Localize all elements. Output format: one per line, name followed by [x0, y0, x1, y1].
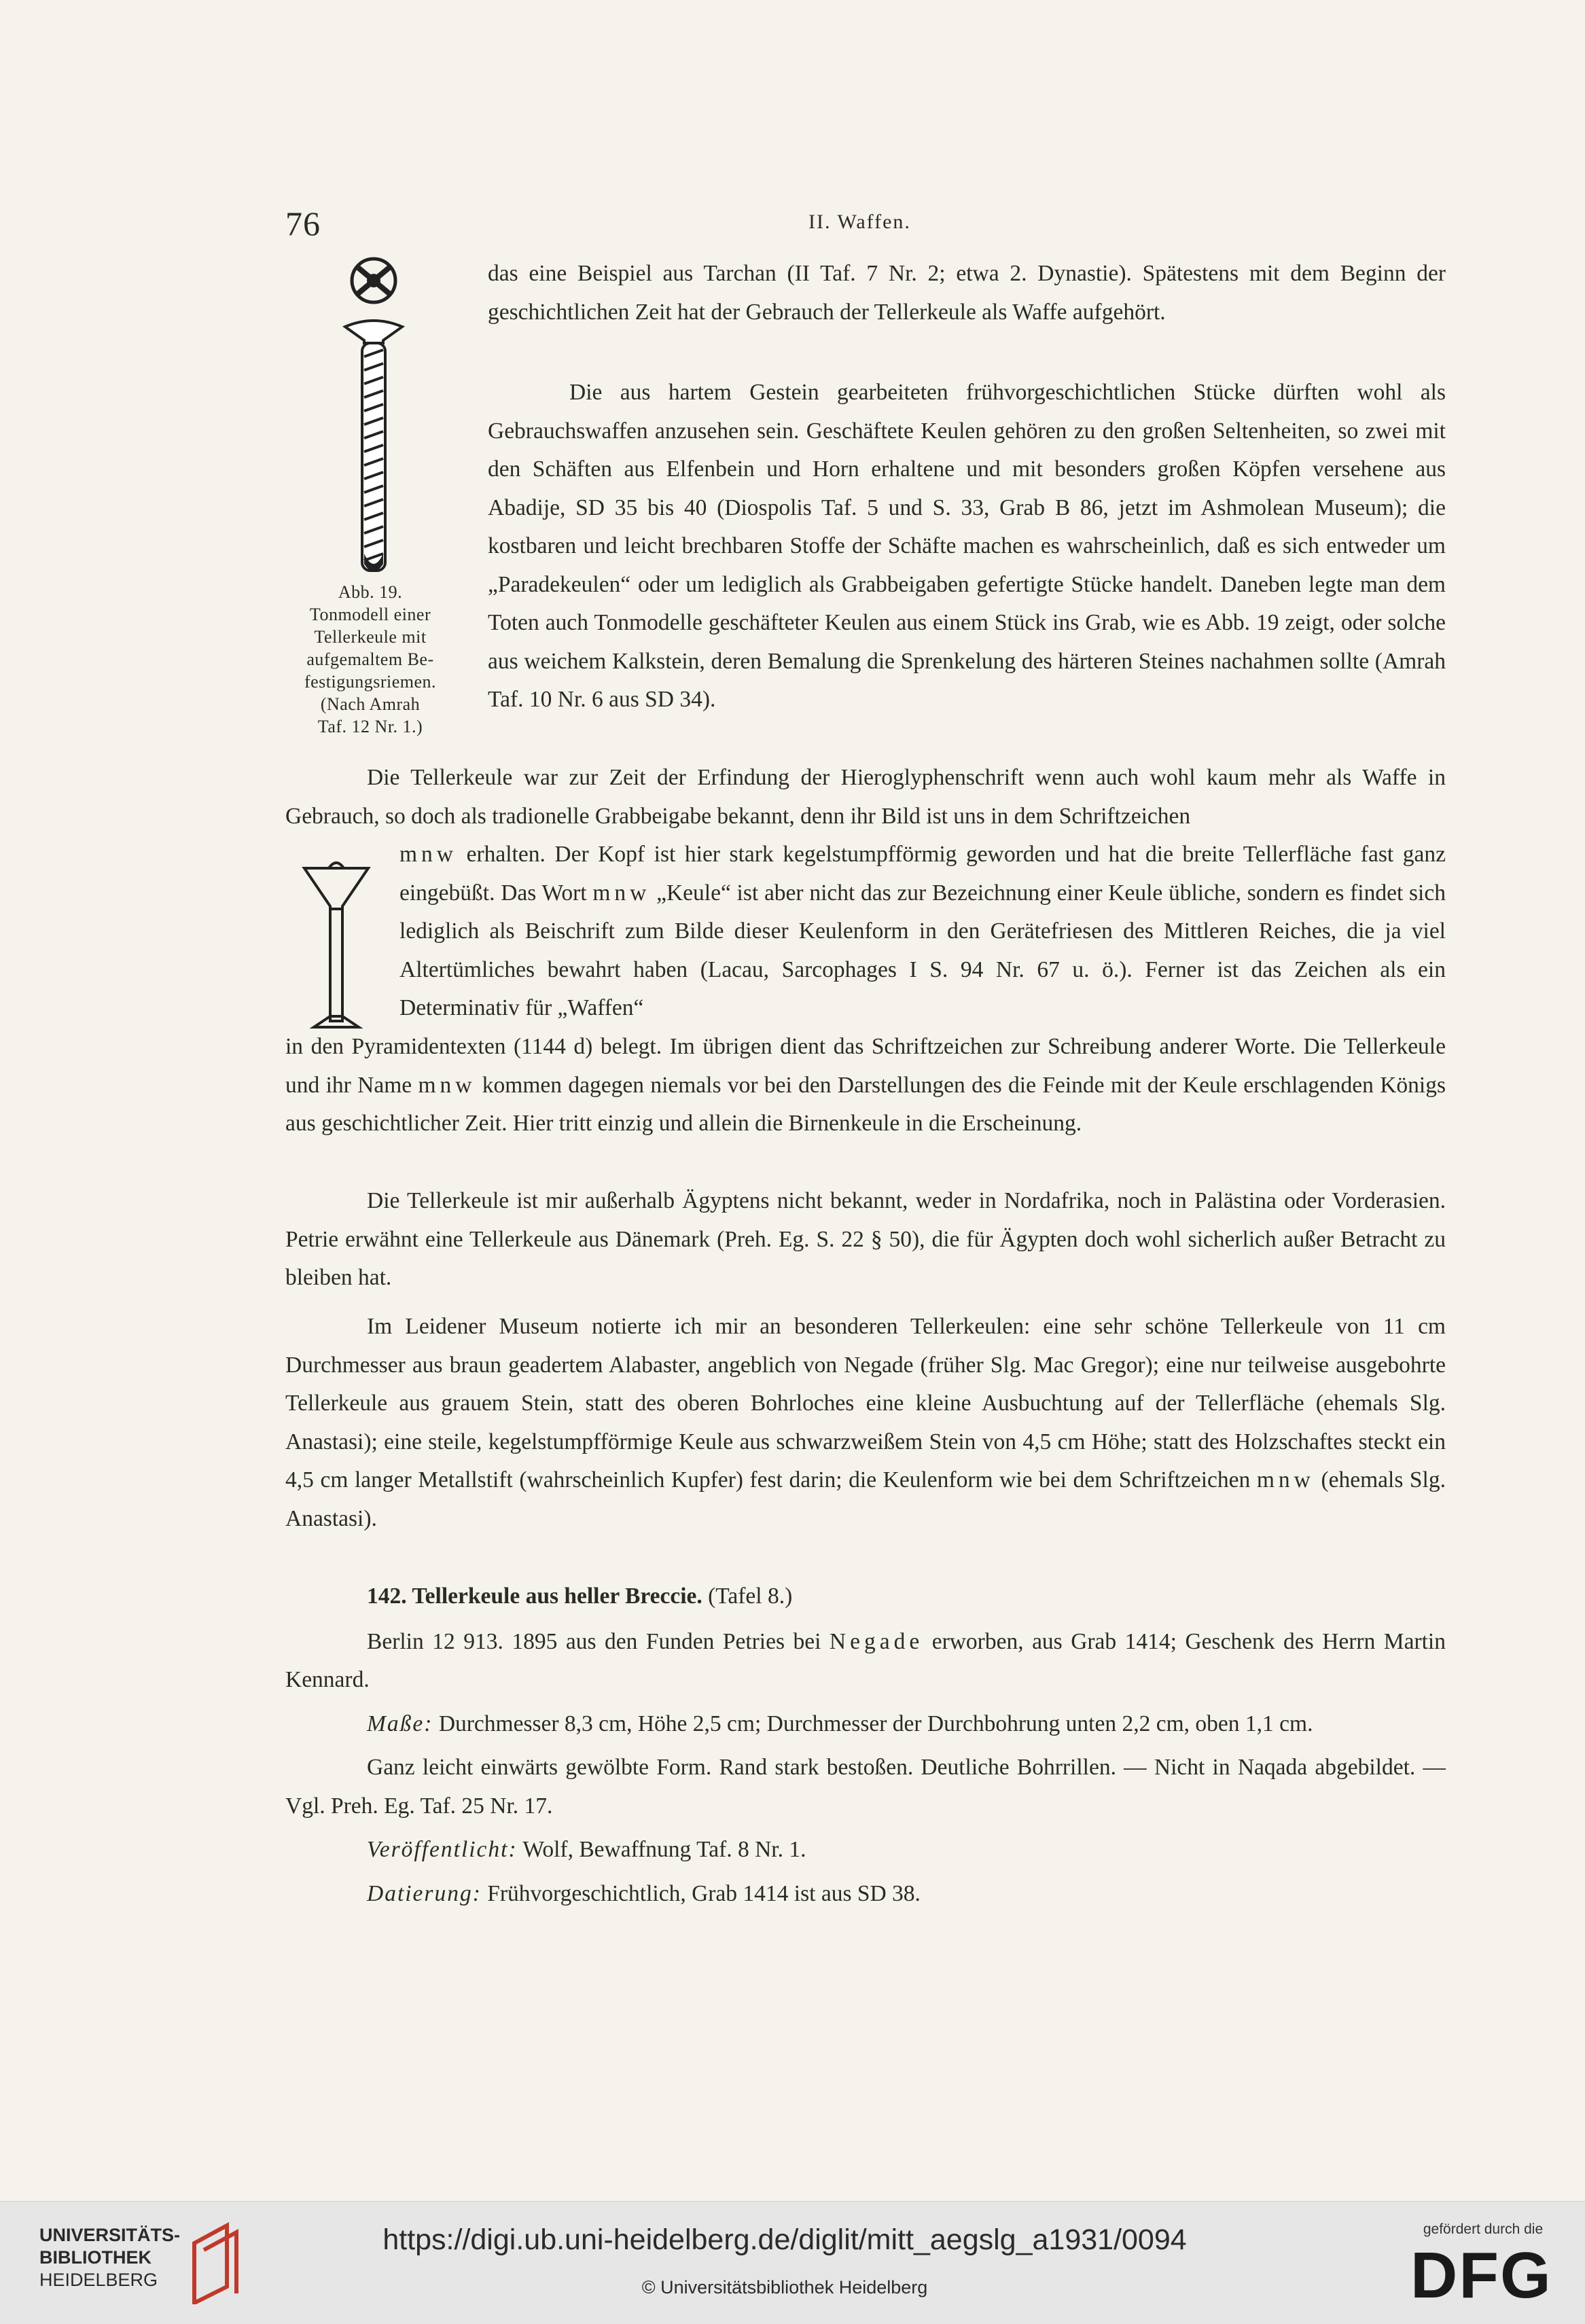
dating-label: Datierung: [367, 1880, 482, 1906]
published-label: Veröffentlicht: [367, 1837, 518, 1862]
permalink-url[interactable]: https://digi.ub.uni-heidelberg.de/diglit/mitt_aegslg_a1931/0094 [382, 2223, 1187, 2256]
mace-hieroglyph-icon [299, 856, 374, 1033]
copyright-notice: © Universitätsbibliothek Heidelberg [641, 2277, 928, 2298]
masse-label: Maße: [367, 1711, 433, 1736]
dfg-logo[interactable]: DFG [1410, 2239, 1552, 2312]
page-number: 76 [285, 204, 321, 243]
library-name[interactable]: UNIVERSITÄTS- BIBLIOTHEK HEIDELBERG [39, 2225, 181, 2290]
paragraph-3-bottom: in den Pyramidentexten (1144 d) belegt. Im übrigen dient das Schriftzeichen zur Schreibung anderer Worte. Die Tellerkeule und ihr Name mnw kommen dagegen niemals vor bei den Darstellungen des die Feinde mit der Keule erschlagenden Königs aus geschichtlicher Zeit. Hier tritt einzig und allein die Birnenkeule in die Erscheinung. [285, 1034, 1446, 1136]
figure-19-caption: Abb. 19. Tonmodell einer Tellerkeule mit aufgemaltem Be- festigungsriemen. (Nach Amrah Taf. 12 Nr. 1.) [304, 582, 437, 736]
running-title: II. Waffen. [808, 211, 911, 233]
paragraph-3-wrap: mnw erhalten. Der Kopf ist hier stark kegelstumpfförmig geworden und hat die breite Tellerfläche fast ganz eingebüßt. Das Wort mnw „Keule“ ist aber nicht das zur Bezeichnung einer Keule übliche, sondern es findet sich lediglich als Beischrift zum Bilde dieser Keulenform in den Gerätefriesen des Mittleren Reiches, die ja viel Altertümliches bewahrt haben (Lacau, Sarcophages I S. 94 Nr. 67 u. ö.). Ferner ist das Zeichen als ein Determinativ für „Waffen“ [399, 842, 1446, 1020]
entry-142: 142. Tellerkeule aus heller Breccie. (Tafel 8.) Berlin 12 913. 1895 aus den Funden Petries bei Negade erworben, aus Grab 1414; Geschenk des Herrn Martin Kennard. Maße: Durchmesser 8,3 cm, Höhe 2,5 cm; Durchmesser der Durchbohrung unten 2,2 cm, oben 1,1 cm. Ganz leicht einwärts gewölbte Form. Rand stark bestoßen. Deutliche Bohrrillen. — Nicht in Naqada abgebildet. — Vgl. Preh. Eg. Taf. 25 Nr. 17. Veröffentlicht: Wolf, Bewaffnung Taf. 8 Nr. 1. Datierung: Frühvorgeschichtlich, Grab 1414 ist aus SD 38. [285, 1584, 1446, 1906]
paragraph-1: das eine Beispiel aus Tarchan (II Taf. 7 Nr. 2; etwa 2. Dynastie). Spätestens mit dem Beginn der geschichtlichen Zeit hat der Gebrauch der Tellerkeule als Waffe aufgehört. [488, 261, 1446, 325]
paragraph-3-top: Die Tellerkeule war zur Zeit der Erfindung der Hieroglyphenschrift wenn auch wohl kaum mehr als Waffe in Gebrauch, so doch als tradionelle Grabbeigabe bekannt, denn ihr Bild ist uns in dem Schriftzeichen [285, 765, 1446, 829]
paragraph-4: Die Tellerkeule ist mir außerhalb Ägyptens nicht bekannt, weder in Nordafrika, noch in Palästina oder Vorderasien. Petrie erwähnt eine Tellerkeule aus Dänemark (Preh. Eg. S. 22 § 50), die für Ägypten doch wohl sicherlich außer Betracht zu bleiben hat. [285, 1188, 1446, 1290]
funded-by-label: gefördert durch die [1423, 2221, 1544, 2237]
paragraph-2: Die aus hartem Gestein gearbeiteten frühvorgeschichtlichen Stücke dürften wohl als Gebrauchswaffen anzusehen sein. Geschäftete Keulen gehören zu den großen Seltenheiten, so zwei mit den Schäften aus Elfenbein und Horn erhaltene und mit besonders großen Köpfen versehene aus Abadije, SD 35 bis 40 (Diospolis Taf. 5 und S. 33, Grab B 86, jetzt im Ashmolean Museum); die kostbaren und leicht brechbaren Stoffe der Schäfte machen es wahrscheinlich, daß es sich entweder um „Paradekeulen“ oder um lediglich als Grabbeigaben gefertigte Stücke handelt. Daneben legte man dem Toten auch Tonmodelle geschäfteter Keulen aus einem Stück ins Grab, wie es Abb. 19 zeigt, oder solche aus weichem Kalkstein, deren Bemalung die Sprenkelung des härteren Steines nachahmen sollte (Amrah Taf. 10 Nr. 6 aus SD 34). [488, 380, 1446, 712]
mace-model-icon [340, 255, 408, 581]
paragraph-5: Im Leidener Museum notierte ich mir an besonderen Tellerkeulen: eine sehr schöne Tellerkeule von 11 cm Durchmesser aus braun geadertem Alabaster, angeblich von Negade (früher Slg. Mac Gregor); eine nur teilweise ausgebohrte Tellerkeule aus grauem Stein, statt des oberen Bohrloches eine kleine Ausbuchtung auf der Tellerfläche (ehemals Slg. Anastasi); eine steile, kegelstumpfförmige Keule aus schwarzweißem Stein von 4,5 cm Höhe; statt des Holzschaftes steckt ein 4,5 cm langer Metallstift (wahrscheinlich Kupfer) fest darin; die Keulenform wie bei dem Schriftzeichen mnw (ehemals Slg. Anastasi). [285, 1314, 1446, 1531]
entry-heading: 142. Tellerkeule aus heller Breccie. [367, 1584, 702, 1609]
